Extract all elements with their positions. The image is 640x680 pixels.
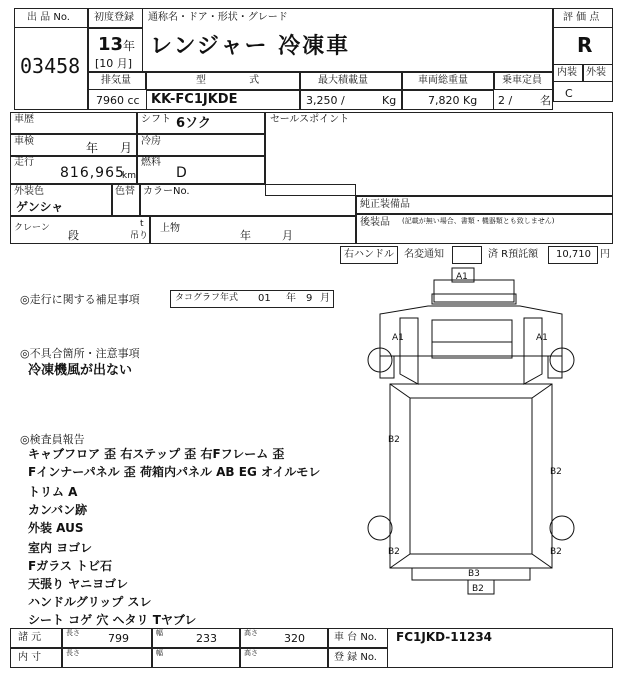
- damage-mark: B2: [550, 547, 562, 557]
- defect-1: 冷凍機風が出ない: [28, 363, 133, 378]
- crane-ton: t: [140, 219, 144, 229]
- inspector-line: シート コゲ 穴 ヘタリ Tヤブレ: [28, 613, 197, 627]
- lot-no: 03458: [20, 54, 81, 78]
- reg-year-unit: 年: [123, 39, 136, 53]
- exterior-label: 外装: [586, 67, 606, 78]
- inspector-line: Fガラス トビ石: [28, 559, 113, 573]
- supplement-title: ◎走行に関する補足事項: [20, 293, 140, 306]
- name-change-box: [452, 246, 482, 264]
- reg-year: 13: [98, 34, 124, 55]
- shift-value: 6ソク: [176, 116, 211, 131]
- rhd-label: 右ハンドル: [344, 249, 394, 260]
- mileage-unit: km: [122, 171, 136, 181]
- inspector-line: ハンドルグリップ スレ: [28, 595, 152, 609]
- truck-damage-diagram: [340, 264, 600, 610]
- color-code-label: 色替: [115, 186, 135, 197]
- crane-label: クレーン: [14, 223, 50, 233]
- tacho-year-unit: 年: [286, 293, 296, 304]
- height-label: 高さ: [244, 629, 258, 637]
- tacho-label: タコグラフ年式: [175, 293, 239, 303]
- crane-stage: 段: [68, 229, 79, 242]
- right-door-outline: [524, 318, 542, 384]
- inspection-label: 車検: [14, 136, 34, 147]
- damage-mark: B2: [388, 435, 400, 445]
- gross-weight-label: 車両総重量: [418, 75, 468, 86]
- mileage-label: 走行: [14, 157, 34, 168]
- inspector-line: 天張り ヤニヨゴレ: [28, 577, 129, 591]
- gross-weight: 7,820 Kg: [428, 94, 478, 107]
- shift-label: シフト: [141, 114, 171, 125]
- upper-year: 年: [240, 229, 251, 242]
- in-wid-cell: [152, 648, 240, 668]
- max-load: 3,250 /: [306, 94, 345, 107]
- width-label: 幅: [156, 629, 163, 637]
- length: 799: [108, 632, 129, 645]
- damage-mark: A1: [392, 333, 404, 343]
- reg-month: [10 月]: [95, 57, 133, 70]
- sales-point-label: セールスポイント: [270, 114, 350, 125]
- tacho-month: 9: [306, 293, 313, 304]
- aftermarket-note: (記載が無い場合、書類・機器類とも致しません): [402, 217, 555, 225]
- tacho-month-unit: 月: [320, 293, 330, 304]
- inspector-line: 外装 AUS: [28, 521, 84, 535]
- rear-right-wheel: [550, 516, 574, 540]
- mileage: 816,965: [60, 165, 125, 181]
- name-change-label: 名変通知: [404, 249, 444, 260]
- inspection-year: 年: [86, 141, 99, 155]
- ac-label: 冷房: [141, 136, 161, 147]
- max-load-unit: Kg: [382, 94, 397, 107]
- score: R: [577, 33, 593, 57]
- lot-no-label: 出 品 No.: [27, 12, 70, 23]
- fuel-label: 燃料: [141, 157, 161, 168]
- in-wid-label: 幅: [156, 649, 163, 657]
- cargo-front-edge: [390, 384, 552, 398]
- model-label: 型 式: [196, 75, 280, 86]
- color-label: 外装色: [14, 186, 44, 197]
- width: 233: [196, 632, 217, 645]
- rear-left-wheel: [368, 516, 392, 540]
- in-len-label: 長さ: [66, 649, 80, 657]
- left-door-outline: [400, 318, 418, 384]
- tacho-year: 01: [258, 293, 271, 304]
- damage-mark: B2: [550, 467, 562, 477]
- capacity-unit: 名: [540, 94, 551, 107]
- reg-no-label: 登 録 No.: [334, 652, 377, 663]
- damage-mark: A1: [536, 333, 548, 343]
- cargo-side-edges: [410, 398, 532, 554]
- cab-roof-outline: [434, 280, 514, 302]
- cargo-box-outline: [390, 384, 552, 568]
- damage-mark: B2: [472, 584, 484, 594]
- inspector-line: 室内 ヨゴレ: [28, 541, 93, 555]
- capacity-label: 乗車定員: [502, 75, 542, 86]
- inspection-month: 月: [120, 141, 133, 155]
- reg-label: 初度登録: [94, 12, 134, 23]
- cab-body-outline: [380, 306, 562, 356]
- history-label: 車歴: [14, 114, 34, 125]
- fuel: D: [176, 165, 187, 181]
- name-label: 通称名・ドア・形状・グレード: [148, 12, 288, 23]
- aftermarket-label: 後装品: [360, 217, 390, 228]
- exterior-score: C: [565, 87, 573, 100]
- damage-mark: A1: [456, 272, 468, 282]
- cargo-rear-edge: [390, 554, 552, 568]
- yen-label: 円: [600, 249, 610, 260]
- windshield-outline: [432, 320, 512, 342]
- upper-label: 上物: [160, 223, 180, 234]
- upper-cell: [150, 216, 356, 244]
- capacity: 2 /: [498, 94, 513, 107]
- max-load-label: 最大積載量: [318, 75, 368, 86]
- score-label: 評 価 点: [563, 12, 600, 23]
- model: KK-FC1JKDE: [151, 92, 238, 107]
- len-label: 長さ: [66, 629, 80, 637]
- crane-hoist: 吊り: [130, 231, 149, 241]
- deposit-amount: 10,710: [556, 249, 591, 260]
- displacement-label: 排気量: [101, 75, 131, 86]
- interior-label: 内装: [557, 67, 577, 78]
- chassis-label: 車 台 No.: [334, 632, 377, 643]
- std-equip-label: 純正装備品: [360, 199, 410, 210]
- damage-mark: B3: [468, 569, 480, 579]
- inspector-line: Fインナーパネル 歪 荷箱内パネル AB EG オイルモレ: [28, 465, 321, 479]
- height: 320: [284, 632, 305, 645]
- color-no-label: カラーNo.: [143, 186, 190, 197]
- deposit-label: 済 R預託額: [488, 249, 539, 260]
- defects-title: ◎不具合箇所・注意事項: [20, 347, 140, 360]
- damage-mark: B2: [388, 547, 400, 557]
- upper-month: 月: [282, 229, 293, 242]
- chassis-no: FC1JKD-11234: [396, 630, 493, 644]
- inspector-line: カンバン跡: [28, 503, 88, 517]
- displacement: 7960 cc: [96, 94, 140, 107]
- dims-label: 諸 元: [18, 632, 42, 643]
- inspector-line: トリム A: [28, 485, 78, 499]
- inner-label: 内 寸: [18, 652, 42, 663]
- in-hgt-label: 高さ: [244, 649, 258, 657]
- color-value: ゲンシャ: [16, 200, 64, 214]
- inspector-line: キャブフロア 歪 右ステップ 歪 右Fフレーム 歪: [28, 447, 285, 461]
- inspector-title: ◎検査員報告: [20, 433, 85, 446]
- model-name: レンジャー 冷凍車: [150, 34, 351, 59]
